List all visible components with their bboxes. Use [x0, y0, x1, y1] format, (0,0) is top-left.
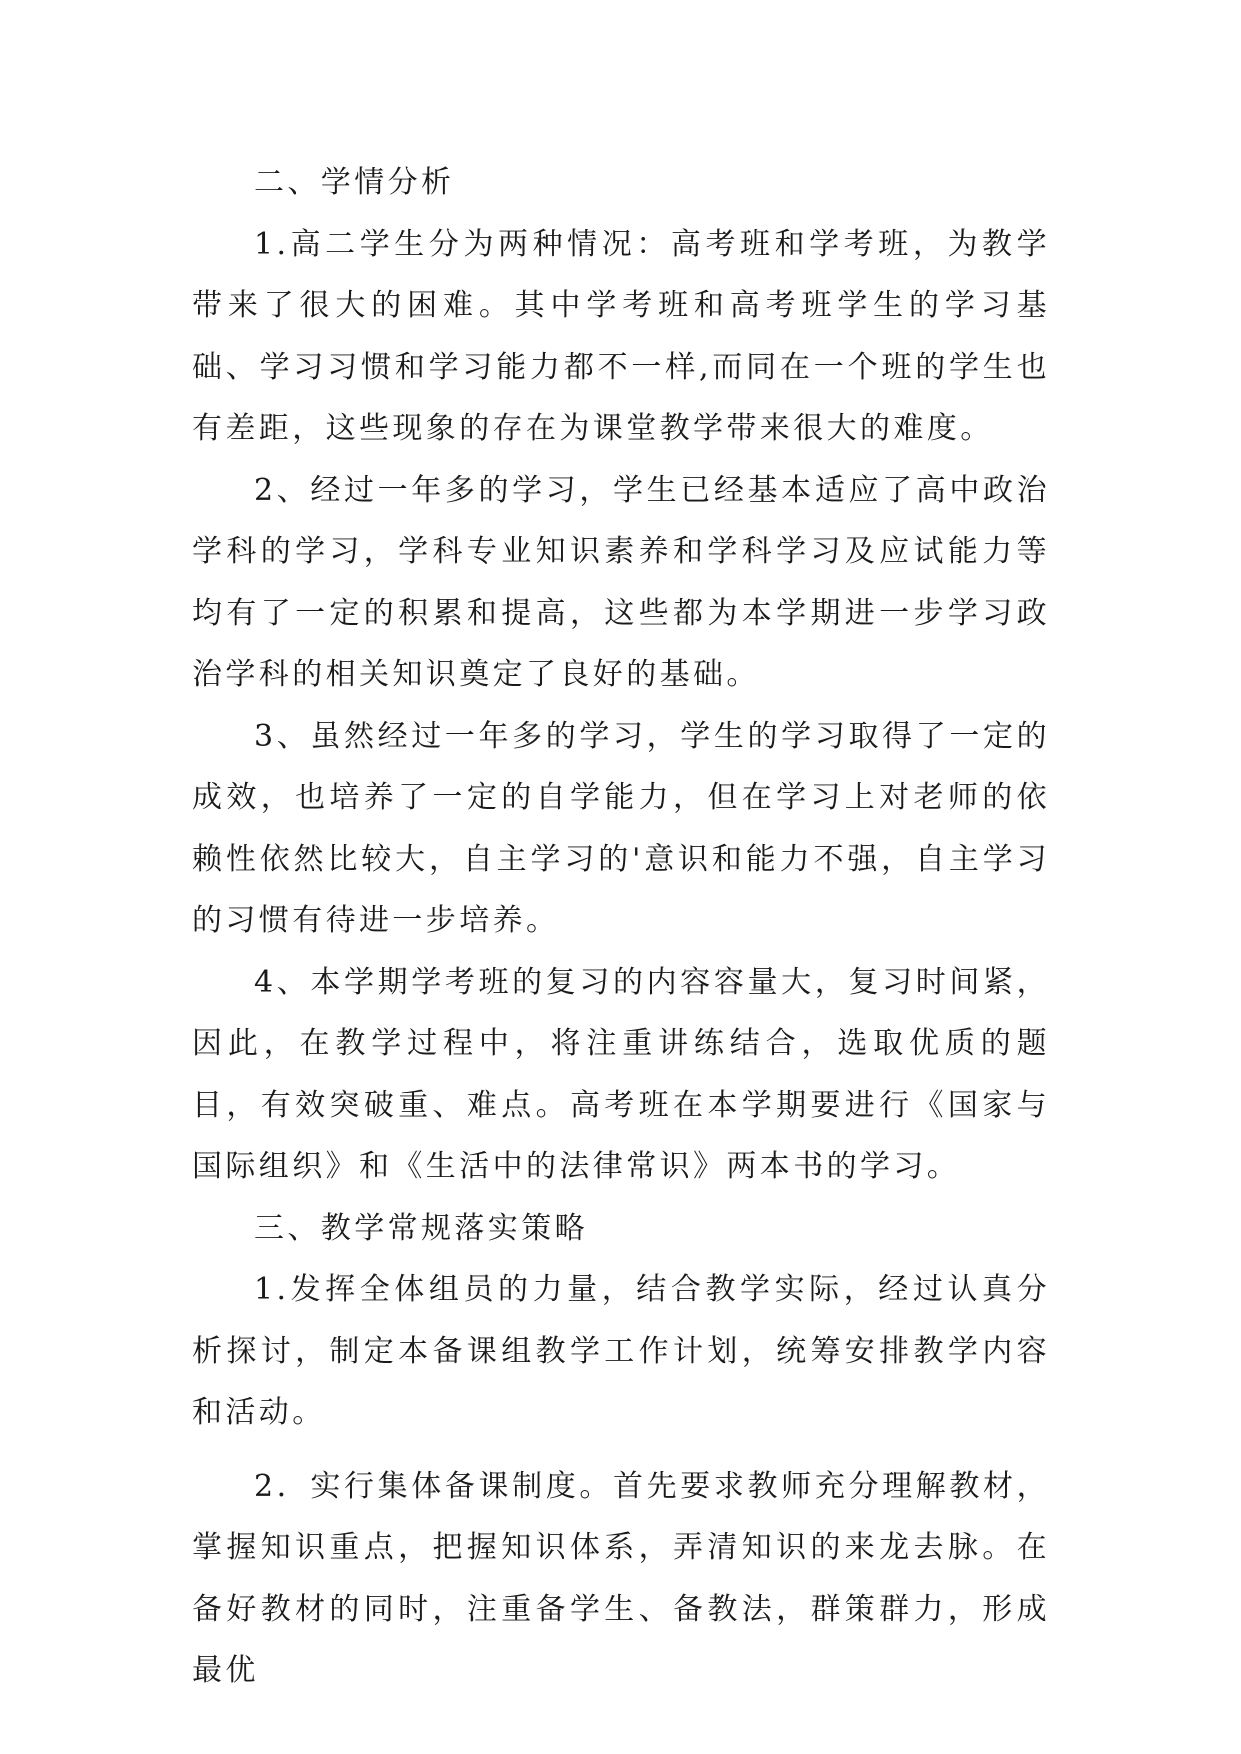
paragraph-2: 2、经过一年多的学习，学生已经基本适应了高中政治学科的学习，学科专业知识素养和学科学习及应试能力等均有了一定的积累和提高，这些都为本学期进一步学习政治学科的相关知识奠定了良好的基础。 [192, 472, 1050, 692]
document-body [192, 152, 1050, 1702]
section-heading-student-analysis: 二、学情分析 [254, 165, 455, 200]
paragraph-1: 1.高二学生分为两种情况：高考班和学考班，为教学带来了很大的困难。其中学考班和高考班学生的学习基础、学习习惯和学习能力都不一样,而同在一个班的学生也有差距，这些现象的存在为课堂教学带来很大的难度。 [192, 226, 1050, 446]
strategy-paragraph-1: 1.发挥全体组员的力量，结合教学实际，经过认真分析探讨，制定本备课组教学工作计划，统筹安排教学内容和活动。 [192, 1272, 1050, 1430]
paragraph-3: 3、虽然经过一年多的学习，学生的学习取得了一定的成效，也培养了一定的自学能力，但在学习上对老师的依赖性依然比较大，自主学习的'意识和能力不强，自主学习的习惯有待进一步培养。 [192, 718, 1050, 938]
strategy-paragraph-2: 2．实行集体备课制度。首先要求教师充分理解教材，掌握知识重点，把握知识体系，弄清知识的来龙去脉。在备好教材的同时，注重备学生、备教法，群策群力，形成最优 [192, 1468, 1050, 1688]
section-heading-teaching-strategy: 三、教学常规落实策略 [254, 1210, 588, 1246]
paragraph-4: 4、本学期学考班的复习的内容容量大，复习时间紧，因此，在教学过程中，将注重讲练结合，选取优质的题目，有效突破重、难点。高考班在本学期要进行《国家与国际组织》和《生活中的法律常识》两本书的学习。 [192, 964, 1050, 1184]
